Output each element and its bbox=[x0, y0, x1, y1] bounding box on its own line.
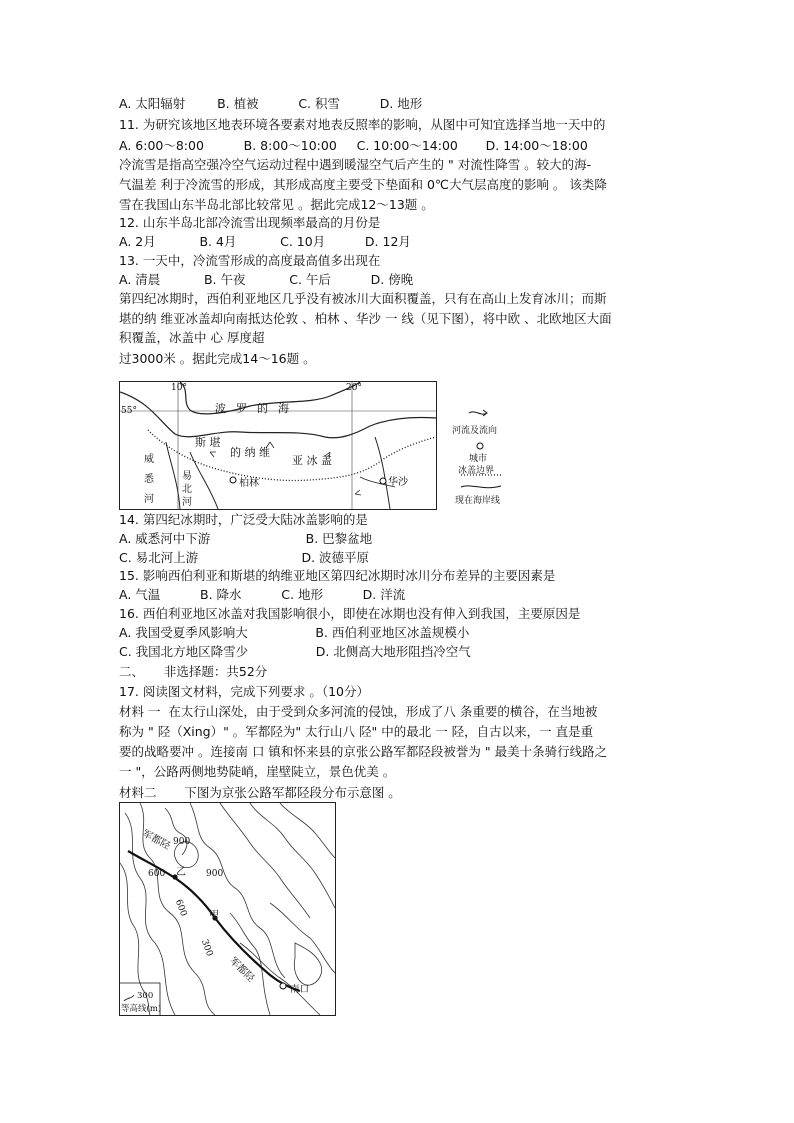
warsaw-label: 华沙 bbox=[388, 477, 408, 488]
legend-city: 城市 bbox=[469, 454, 488, 464]
contour-300: 300 bbox=[198, 938, 215, 958]
contour-900-b: 900 bbox=[206, 869, 224, 879]
lon-10-label: 10° bbox=[171, 383, 187, 393]
coast-symbol bbox=[461, 486, 501, 488]
options-16-cd: C. 我国北方地区降雪少 D. 北侧高大地形阻挡冷空气 bbox=[119, 644, 471, 659]
europe-ice-sheet-map bbox=[119, 381, 437, 510]
flow-arrow bbox=[210, 452, 216, 457]
contour-line bbox=[270, 903, 335, 973]
legend-river: 河流及流向 bbox=[452, 426, 498, 436]
contour-line bbox=[294, 943, 321, 985]
passage-line: 气温差 利于冷流雪的形成，其形成高度主要受下垫面和 0℃大气层高度的影响 。 该类降 bbox=[119, 177, 607, 192]
flow-arrow bbox=[355, 490, 361, 495]
baltic-sea-label: 波罗的海 bbox=[215, 402, 299, 415]
nankou-label: 南口 bbox=[290, 984, 310, 995]
options-14-ab: A. 威悉河中下游 B. 巴黎盆地 bbox=[119, 531, 373, 546]
contour-600-a: 600 bbox=[148, 869, 166, 879]
pass-label-jia: 甲 bbox=[209, 910, 219, 921]
river-arrow bbox=[483, 410, 487, 416]
option-line-10: A. 太阳辐射 B. 植被 C. 积雪 D. 地形 bbox=[119, 96, 423, 111]
question-11: 11. 为研究该地区地表环境各要素对地表反照率的影响，从图中可知宜选择当地一天中的 bbox=[119, 117, 606, 132]
passage-line: 雪在我国山东半岛北部比较常见 。据此完成12～13题 。 bbox=[119, 197, 434, 212]
passage-line: 过3000米 。据此完成14～16题 。 bbox=[119, 351, 316, 366]
passage-line: 冷流雪是指高空强冷空气运动过程中遇到暖湿空气后产生的 " 对流性降雪 。较大的海- bbox=[119, 157, 592, 172]
ice-sheet-label-a: 斯 堪 bbox=[195, 436, 221, 449]
contour-line bbox=[250, 803, 335, 908]
material-two-line: 材料二 下图为京张公路军都陉段分布示意图 。 bbox=[119, 785, 401, 800]
berlin-label: 柏林 bbox=[239, 478, 259, 489]
map-legend bbox=[447, 407, 517, 507]
contour-900-a: 900 bbox=[173, 837, 191, 847]
question-16: 16. 西伯利亚地区冰盖对我国影响很小，即使在冰期也没有伸入到我国，主要原因是 bbox=[119, 606, 581, 621]
contour-line bbox=[220, 803, 310, 918]
elbe-label: 易 北 河 bbox=[182, 471, 192, 508]
road-label-bottom: 军都陉 bbox=[227, 955, 257, 985]
warsaw-dot bbox=[380, 478, 386, 484]
berlin-dot bbox=[230, 477, 236, 483]
question-15: 15. 影响西伯利亚和斯堪的纳维亚地区第四纪冰期时冰川分布差异的主要因素是 bbox=[119, 568, 556, 583]
question-17: 17. 阅读图文材料，完成下列要求 。（10分） bbox=[119, 684, 369, 699]
city-symbol bbox=[477, 443, 483, 449]
passage-line: 堪的纳 维亚冰盖却向南抵达伦敦 、柏林 、华沙 一 线（见下图），将中欧 、北欧地区大面 bbox=[119, 311, 612, 326]
river-symbol bbox=[469, 412, 487, 414]
options-14-cd: C. 易北河上游 D. 波德平原 bbox=[119, 550, 370, 565]
pass-label-yi: 乙 bbox=[176, 867, 186, 878]
question-12: 12. 山东半岛北部冷流雪出现频率最高的月份是 bbox=[119, 215, 381, 230]
junduxing-contour-map bbox=[119, 802, 336, 1016]
legend-contour-value: 300 bbox=[137, 991, 154, 1001]
elbe-river bbox=[190, 452, 218, 509]
lon-20-label: 20° bbox=[346, 383, 362, 393]
material-one-line: 称为 " 陉（Xing）" 。军都陉为" 太行山八 陉" 中的最北 一 陉，自古以来，一 直是重 bbox=[119, 724, 594, 739]
ice-sheet-label-b: 的 纳 维 bbox=[230, 446, 270, 459]
options-12: A. 2月 B. 4月 C. 10月 D. 12月 bbox=[119, 234, 411, 249]
legend-ice-edge: 冰盖边界 bbox=[458, 466, 495, 476]
passage-line: 第四纪冰期时，西伯利亚地区几乎没有被冰川大面积覆盖，只有在高山上发育冰川；而斯 bbox=[119, 291, 607, 306]
section-two-heading: 二、 非选择题：共52分 bbox=[119, 664, 268, 679]
material-one-line: 材料 一 在太行山深处，由于受到众多河流的侵蚀，形成了八 条重要的横谷，在当地被 bbox=[119, 704, 598, 719]
weser-label: 威 悉 河 bbox=[144, 454, 154, 505]
options-15: A. 气温 B. 降水 C. 地形 D. 洋流 bbox=[119, 587, 406, 602]
options-13: A. 清晨 B. 午夜 C. 午后 D. 傍晚 bbox=[119, 272, 414, 287]
passage-line: 积覆盖，冰盖中 心 厚度超 bbox=[119, 330, 265, 345]
question-13: 13. 一天中，冷流雪形成的高度最高值多出现在 bbox=[119, 253, 381, 268]
road-label-top: 军都陉 bbox=[140, 828, 172, 853]
nankou-dot bbox=[280, 983, 286, 989]
contour-line bbox=[280, 803, 335, 858]
ice-sheet-label-c: 亚 冰 盖 bbox=[292, 454, 332, 467]
legend-contour-text: 等高线(m) bbox=[121, 1004, 162, 1014]
options-11: A. 6:00～8:00 B. 8:00～10:00 C. 10:00～14:00 D. 14:00～18:00 bbox=[119, 138, 588, 153]
material-one-line: 一 "，公路两侧地势陡峭，崖壁陡立，景色优美 。 bbox=[119, 764, 396, 779]
contour-600-b: 600 bbox=[172, 898, 189, 918]
legend-contour-mark bbox=[124, 995, 134, 1001]
legend-coast: 现在海岸线 bbox=[455, 496, 501, 506]
material-one-line: 要的战略要冲 。连接南 口 镇和怀来县的京张公路军都陉段被誉为 " 最美十条骑行线路之 bbox=[119, 744, 608, 759]
question-14: 14. 第四纪冰期时，广泛受大陆冰盖影响的是 bbox=[119, 512, 368, 527]
lat-55-label: 55° bbox=[121, 406, 137, 416]
options-16-ab: A. 我国受夏季风影响大 B. 西伯利亚地区冰盖规模小 bbox=[119, 625, 470, 640]
